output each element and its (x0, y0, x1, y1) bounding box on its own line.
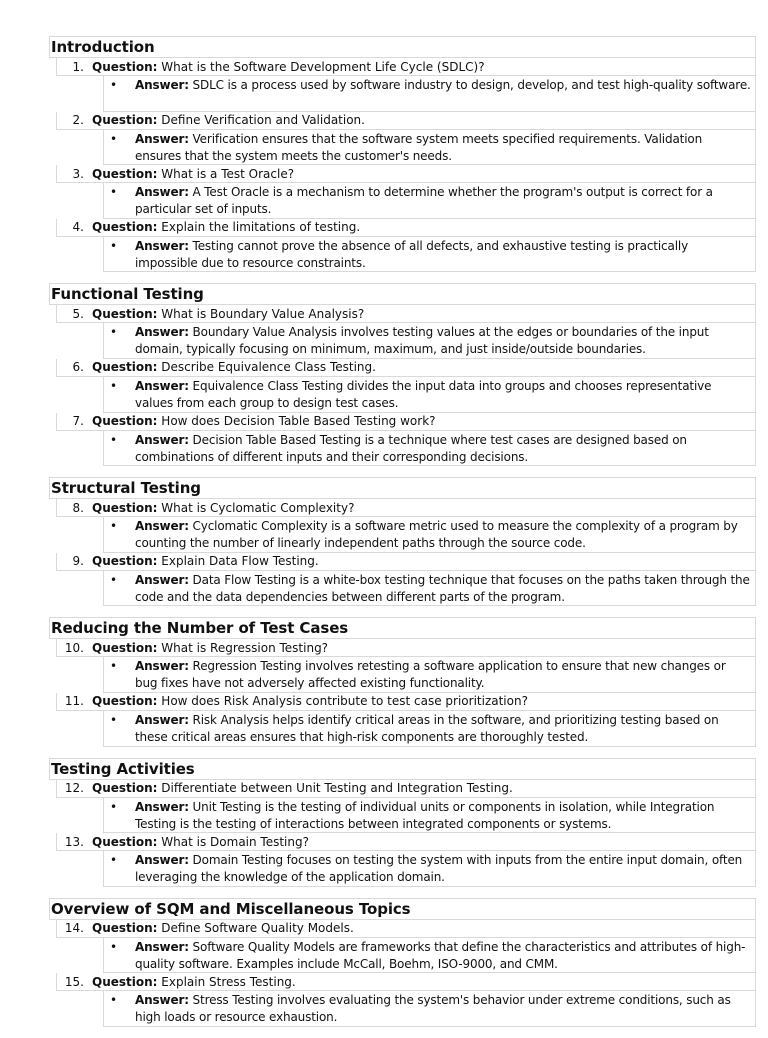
section (49, 617, 756, 746)
question-label: Question: (92, 921, 158, 936)
question-body: What is Cyclomatic Complexity? (161, 500, 355, 515)
section (49, 477, 756, 606)
answer-text (135, 183, 755, 218)
question-body: What is Regression Testing? (161, 640, 329, 655)
answer-label: Answer: (135, 519, 189, 534)
question-row (56, 780, 756, 798)
answer-text (135, 323, 755, 358)
answer-body: Boundary Value Analysis involves testing values at the edges or boundaries of the input domain, typically focusing on minimum, maximum, and just inside/outside boundaries. (135, 325, 709, 357)
answer-body: Stress Testing involves evaluating the system's behavior under extreme conditions, such as high loads or resource exhaustion. (135, 993, 731, 1025)
question-number: 12. (64, 781, 84, 796)
answer-text (135, 711, 755, 746)
question-row (56, 920, 756, 938)
question-label: Question: (92, 59, 158, 74)
answer-body: SDLC is a process used by software industry to design, develop, and test high-quality software. (192, 78, 751, 92)
bullet-icon: • (110, 659, 118, 674)
question-label: Question: (92, 640, 158, 655)
question-label: Question: (92, 220, 158, 235)
question-number: 11. (64, 694, 84, 709)
bullet-icon: • (110, 432, 118, 447)
question-text (92, 167, 294, 181)
question-body: Explain Stress Testing. (161, 974, 296, 989)
section-heading-row (49, 898, 756, 920)
answer-text (135, 657, 755, 692)
question-number: 9. (72, 554, 84, 569)
question-text (92, 694, 528, 708)
bullet-icon: • (110, 853, 118, 868)
answer-label: Answer: (135, 378, 189, 393)
question-row (56, 219, 756, 237)
question-number: 7. (72, 414, 84, 429)
answer-row (103, 237, 756, 273)
question-number: 14. (64, 921, 84, 936)
bullet-icon: • (110, 572, 118, 587)
bullet-icon: • (110, 325, 118, 340)
question-row (56, 305, 756, 323)
question-body: Explain Data Flow Testing. (161, 554, 319, 569)
answer-label: Answer: (135, 78, 189, 92)
question-text (92, 414, 436, 428)
section-heading-row (49, 36, 756, 58)
question-text (92, 220, 360, 234)
question-label: Question: (92, 781, 158, 796)
answer-label: Answer: (135, 238, 189, 253)
question-number: 13. (64, 834, 84, 849)
question-text (92, 975, 296, 989)
answer-label: Answer: (135, 939, 189, 954)
section-heading-row (49, 617, 756, 639)
answer-label: Answer: (135, 325, 189, 340)
answer-row (103, 323, 756, 359)
question-label: Question: (92, 166, 158, 181)
question-body: How does Decision Table Based Testing work? (161, 414, 436, 429)
answer-body: Decision Table Based Testing is a technique where test cases are designed based on combinations of different inputs and their corresponding decisions. (135, 432, 687, 464)
question-body: How does Risk Analysis contribute to test case prioritization? (161, 694, 528, 709)
question-label: Question: (92, 694, 158, 709)
question-label: Question: (92, 306, 158, 321)
answer-row (103, 130, 756, 166)
question-row (56, 693, 756, 711)
question-row (56, 973, 756, 991)
question-text (92, 781, 513, 795)
question-text (92, 641, 328, 655)
answer-body: Verification ensures that the software system meets specified requirements. Validation ensures that the system meets the customer's needs. (135, 131, 703, 163)
question-body: What is a Test Oracle? (161, 166, 295, 181)
question-number: 6. (72, 360, 84, 375)
answer-label: Answer: (135, 131, 189, 146)
answer-row (103, 938, 756, 974)
bullet-icon: • (110, 131, 118, 146)
answer-body: Testing cannot prove the absence of all defects, and exhaustive testing is practically impossible due to resource constraints. (135, 238, 689, 270)
question-label: Question: (92, 974, 158, 989)
question-text (92, 360, 376, 374)
question-number: 8. (72, 500, 84, 515)
answer-body: Cyclomatic Complexity is a software metric used to measure the complexity of a program by counting the number of linearly independent paths through the source code. (135, 519, 738, 551)
section-heading: Reducing the Number of Test Cases (51, 619, 349, 638)
bullet-icon: • (110, 185, 118, 200)
section (49, 283, 756, 466)
question-text (92, 113, 365, 127)
answer-body: Domain Testing focuses on testing the system with inputs from the entire input domain, often leveraging the knowledge of the application domain. (135, 853, 743, 885)
answer-label: Answer: (135, 572, 189, 587)
answer-row (103, 431, 756, 467)
question-number: 3. (72, 166, 84, 181)
answer-label: Answer: (135, 993, 189, 1008)
question-row (56, 165, 756, 183)
answer-row (103, 657, 756, 693)
question-text (92, 501, 354, 515)
question-body: Define Verification and Validation. (161, 113, 365, 128)
question-number: 1. (72, 59, 84, 74)
question-row (56, 833, 756, 851)
question-row (56, 112, 756, 130)
question-label: Question: (92, 414, 158, 429)
answer-label: Answer: (135, 712, 189, 727)
section-heading: Testing Activities (51, 759, 195, 778)
section (49, 36, 756, 272)
question-number: 10. (64, 640, 84, 655)
answer-body: Risk Analysis helps identify critical areas in the software, and prioritizing testing based on these critical areas ensures that high-risk components are thoroughly tested. (135, 712, 719, 744)
question-row (56, 359, 756, 377)
answer-text (135, 517, 755, 552)
question-number: 5. (72, 306, 84, 321)
question-row (56, 553, 756, 571)
question-body: What is Domain Testing? (161, 834, 309, 849)
answer-body: Data Flow Testing is a white-box testing technique that focuses on the paths taken through the code and the data dependencies between different parts of the program. (135, 572, 750, 604)
question-body: What is Boundary Value Analysis? (161, 306, 365, 321)
question-body: Explain the limitations of testing. (161, 220, 361, 235)
answer-body: Equivalence Class Testing divides the input data into groups and chooses representative values from each group to design test cases. (135, 378, 712, 410)
answer-label: Answer: (135, 185, 189, 200)
question-row (56, 413, 756, 431)
bullet-icon: • (110, 238, 118, 253)
answer-body: Unit Testing is the testing of individual units or components in isolation, while Integration Testing is the testing of interactions between integrated components or systems. (135, 799, 715, 831)
question-text (92, 60, 485, 74)
bullet-icon: • (110, 712, 118, 727)
section (49, 758, 756, 887)
section-heading: Introduction (51, 38, 155, 56)
answer-row (103, 991, 756, 1027)
question-body: Differentiate between Unit Testing and Integration Testing. (161, 781, 513, 796)
question-label: Question: (92, 113, 158, 128)
answer-body: Regression Testing involves retesting a software application to ensure that new changes or bug fixes have not adversely affected existing functionality. (135, 659, 726, 691)
section-heading: Structural Testing (51, 479, 201, 498)
answer-text (135, 377, 755, 412)
answer-text (135, 798, 755, 833)
question-text (92, 835, 309, 849)
answer-row (103, 711, 756, 747)
bullet-icon: • (110, 78, 118, 92)
section-heading-row (49, 283, 756, 305)
question-number: 15. (64, 974, 84, 989)
question-body: Describe Equivalence Class Testing. (161, 360, 376, 375)
question-text (92, 921, 354, 935)
question-body: Define Software Quality Models. (161, 921, 354, 936)
question-text (92, 554, 319, 568)
section-heading-row (49, 758, 756, 780)
bullet-icon: • (110, 378, 118, 393)
section-heading: Overview of SQM and Miscellaneous Topics (51, 899, 411, 918)
answer-label: Answer: (135, 799, 189, 814)
question-row (56, 58, 756, 76)
answer-row (103, 517, 756, 553)
answer-text (135, 431, 755, 466)
answer-label: Answer: (135, 659, 189, 674)
question-number: 4. (72, 220, 84, 235)
answer-row (103, 377, 756, 413)
answer-text (135, 938, 755, 973)
bullet-icon: • (110, 993, 118, 1008)
question-row (56, 639, 756, 657)
question-text (92, 307, 364, 321)
answer-body: Software Quality Models are frameworks that define the characteristics and attributes of high-quality software. Examples include McCall, Boehm, ISO-9000, and CMM. (135, 939, 746, 971)
answer-body: A Test Oracle is a mechanism to determine whether the program's output is correct for a particular set of inputs. (135, 185, 713, 217)
question-label: Question: (92, 834, 158, 849)
bullet-icon: • (110, 519, 118, 534)
answer-row (103, 798, 756, 834)
question-number: 2. (72, 113, 84, 128)
answer-text (135, 571, 755, 606)
question-label: Question: (92, 360, 158, 375)
answer-label: Answer: (135, 432, 189, 447)
question-row (56, 499, 756, 517)
answer-text (135, 76, 755, 94)
bullet-icon: • (110, 799, 118, 814)
question-body: What is the Software Development Life Cycle (SDLC)? (161, 59, 485, 74)
question-label: Question: (92, 554, 158, 569)
answer-text (135, 237, 755, 272)
answer-text (135, 130, 755, 165)
answer-text (135, 991, 755, 1026)
section-heading-row (49, 477, 756, 499)
section-heading: Functional Testing (51, 285, 204, 304)
answer-row (103, 183, 756, 219)
qa-document (49, 36, 756, 1038)
bullet-icon: • (110, 939, 118, 954)
section (49, 898, 756, 1027)
answer-row (103, 851, 756, 887)
question-label: Question: (92, 500, 158, 515)
answer-row (103, 76, 756, 112)
answer-row (103, 571, 756, 607)
answer-text (135, 851, 755, 886)
answer-label: Answer: (135, 853, 189, 868)
